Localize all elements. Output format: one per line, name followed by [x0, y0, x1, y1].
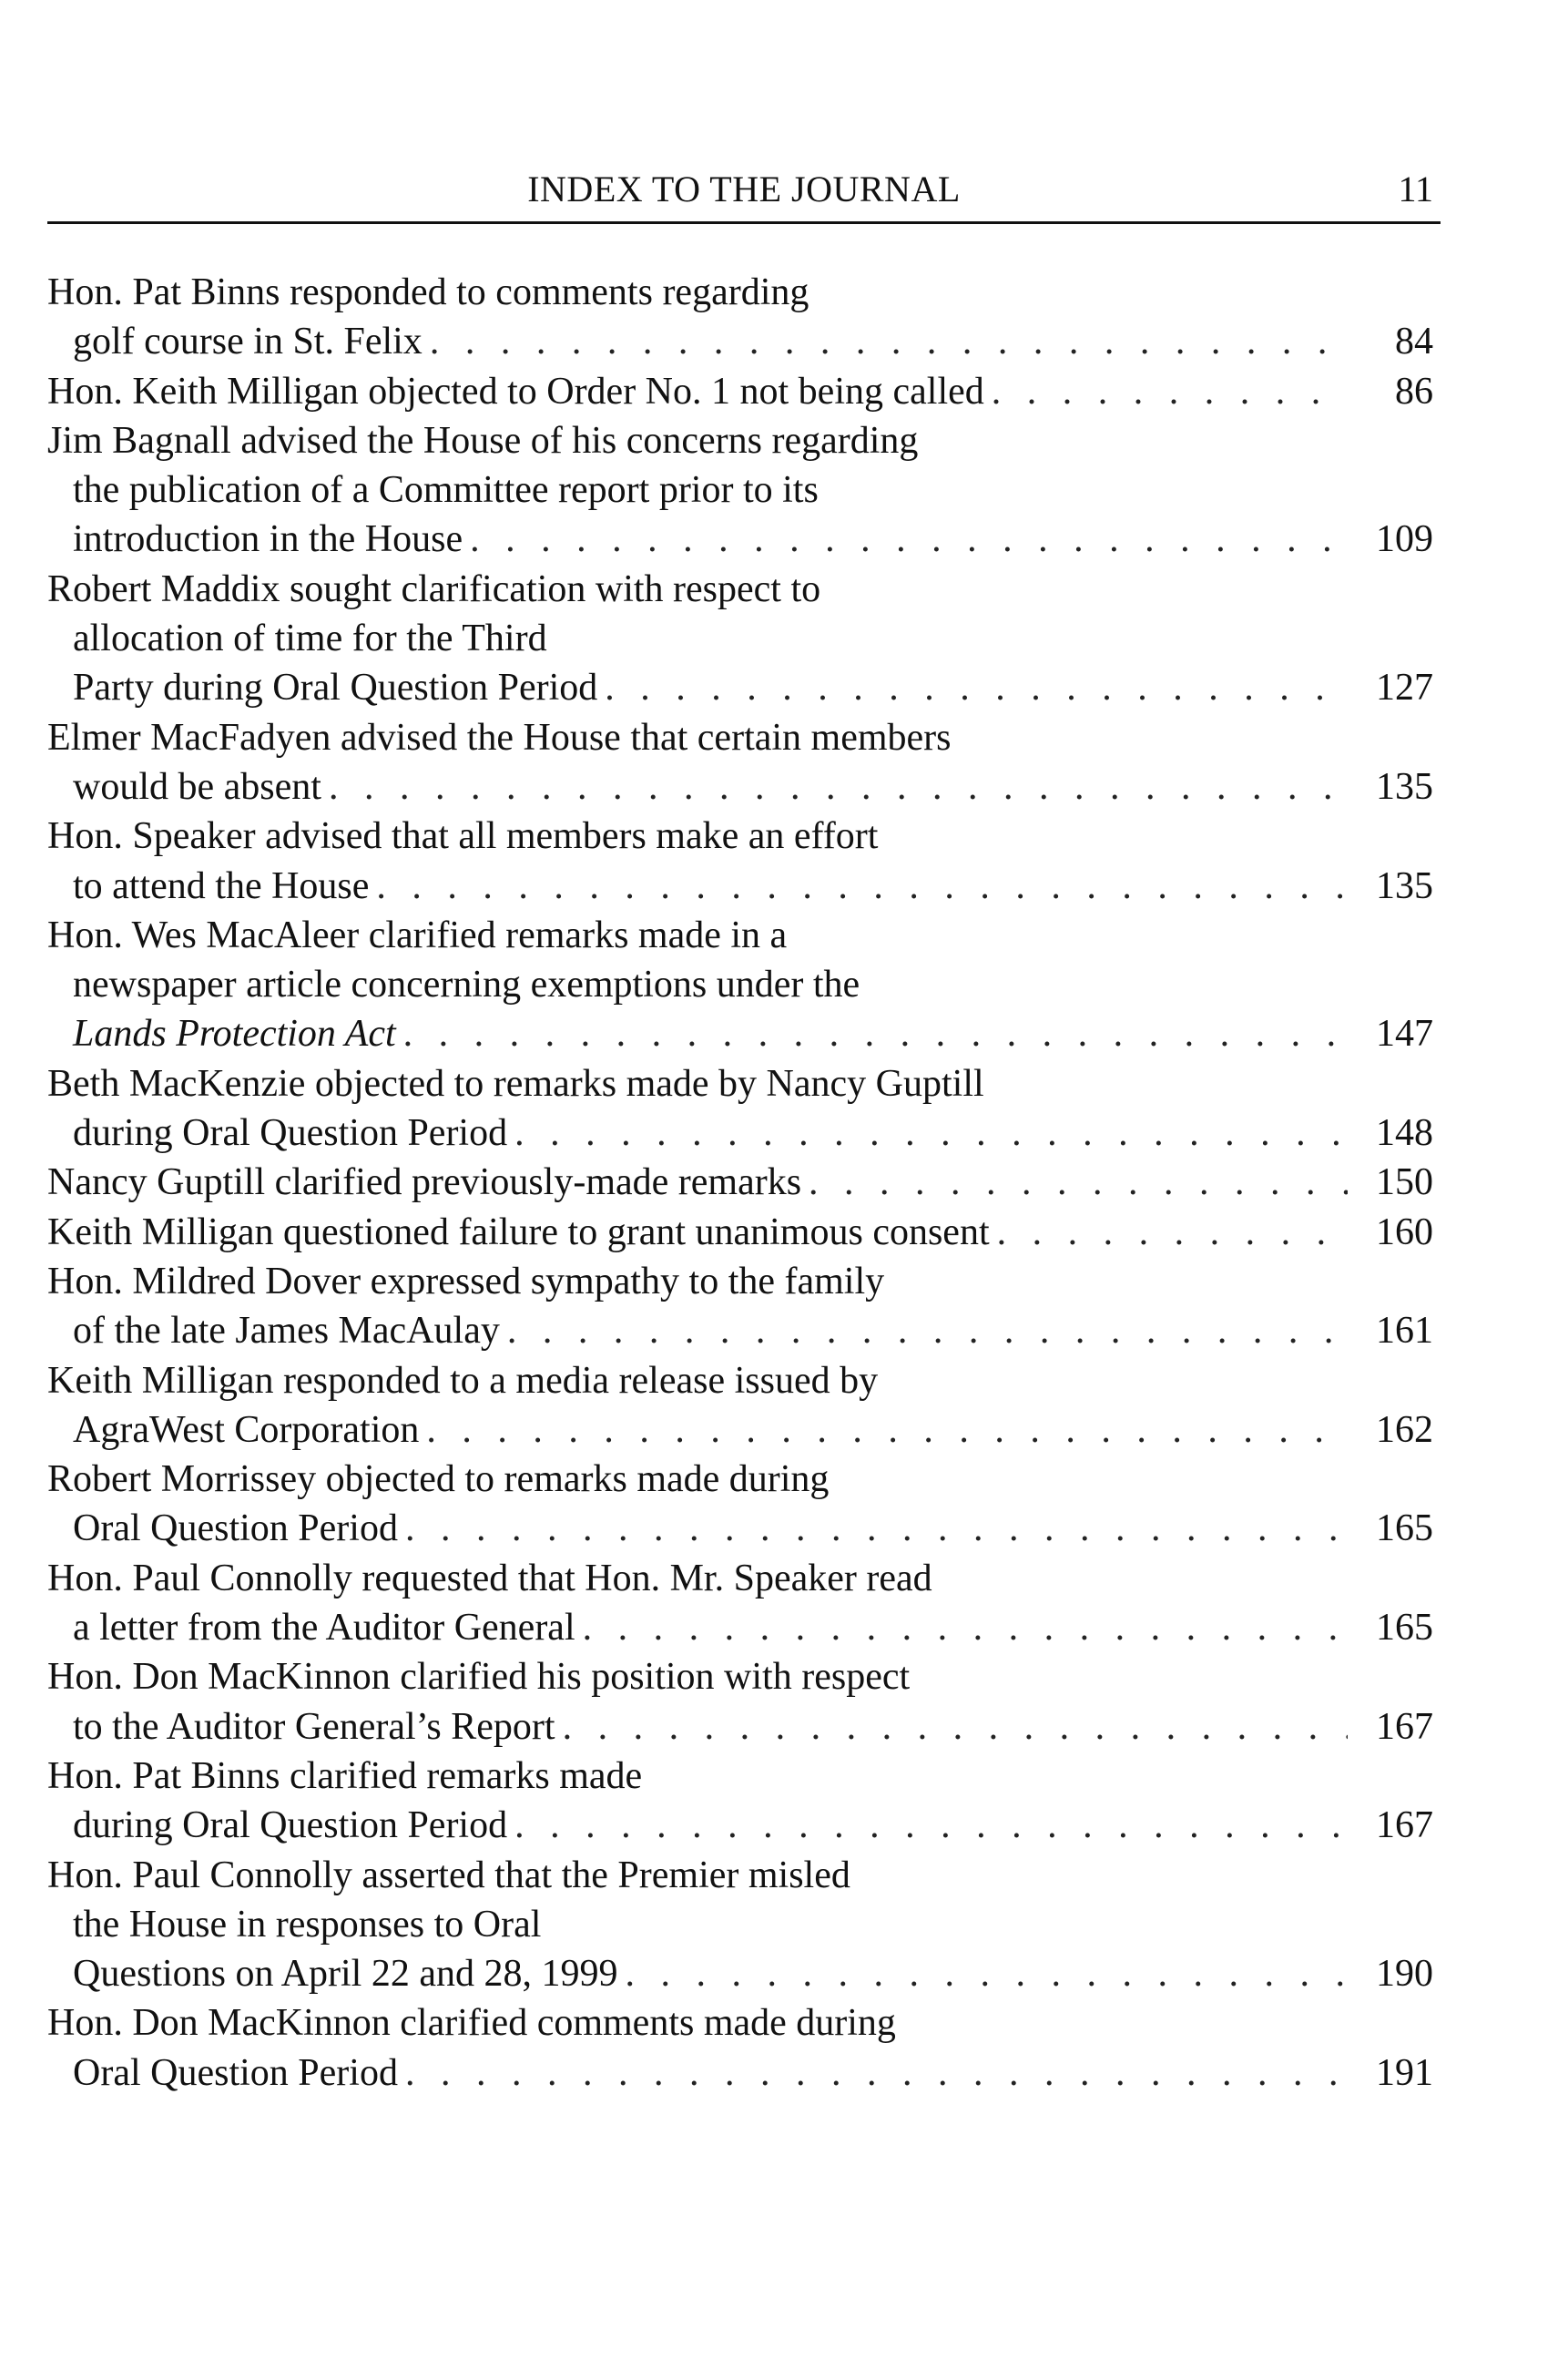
entry-final-text: Oral Question Period: [73, 1507, 398, 1550]
entry-text-line: the House in responses to Oral: [73, 1903, 542, 1946]
dot-leader: [376, 862, 1348, 911]
dot-leader: [514, 1801, 1348, 1850]
entry-final-text: Keith Milligan questioned failure to grant unanimous consent: [47, 1210, 990, 1253]
dot-leader: [470, 515, 1348, 564]
entry-final-text: to the Auditor General’s Report: [73, 1705, 555, 1748]
entry-page-number: 135: [1376, 864, 1433, 907]
entry-final-line: [47, 1702, 1441, 1752]
entry-final-text: introduction in the House: [73, 518, 463, 561]
entry-page-number: 84: [1395, 321, 1433, 363]
entry-page-number: 86: [1395, 370, 1433, 413]
dot-leader: [583, 1603, 1348, 1652]
entry-final-text: Party during Oral Question Period: [73, 667, 598, 710]
dot-leader: [997, 1208, 1348, 1257]
entry-page-number: 162: [1376, 1408, 1433, 1451]
entry-final-text: AgraWest Corporation: [73, 1408, 420, 1451]
dot-leader: [403, 1009, 1348, 1058]
entry-text-line: Hon. Pat Binns responded to comments regarding: [47, 271, 809, 313]
entry-final-line: [47, 1306, 1441, 1355]
entry-page-number: 191: [1376, 2051, 1433, 2094]
entry-final-text: Hon. Keith Milligan objected to Order No. 1 not being called: [47, 370, 984, 413]
index-entry: [47, 1208, 1441, 1257]
entry-text-line: Hon. Pat Binns clarified remarks made: [47, 1754, 643, 1797]
header-rule: [47, 221, 1441, 224]
entry-final-text: during Oral Question Period: [73, 1112, 508, 1155]
entry-page-number: 160: [1376, 1210, 1433, 1253]
page-title: INDEX TO THE JOURNAL: [527, 169, 961, 209]
entry-text-line: Hon. Paul Connolly requested that Hon. Mr. Speaker read: [47, 1557, 932, 1599]
index-entry: [47, 1851, 1441, 1999]
entry-page-number: 165: [1376, 1507, 1433, 1550]
page-number: 11: [1398, 169, 1433, 209]
entry-final-line: [47, 1009, 1441, 1058]
entry-page-number: 127: [1376, 667, 1433, 710]
entry-final-text: a letter from the Auditor General: [73, 1607, 575, 1650]
entry-final-line: [47, 1405, 1441, 1455]
entry-final-line: [47, 1208, 1441, 1257]
entry-text-line: Jim Bagnall advised the House of his concerns regarding: [47, 419, 919, 462]
index-entry: [47, 416, 1441, 565]
entry-text-line: Keith Milligan responded to a media release issued by: [47, 1359, 879, 1402]
entry-final-line: [47, 317, 1441, 366]
entry-final-text: golf course in St. Felix: [73, 321, 423, 363]
entry-final-line: [47, 515, 1441, 564]
dot-leader: [405, 1504, 1348, 1553]
index-entry: [47, 1752, 1441, 1851]
index-entries: [47, 268, 1441, 2098]
entry-text-line: Hon. Don MacKinnon clarified comments made during: [47, 2002, 896, 2045]
dot-leader: [405, 2048, 1348, 2098]
entry-page-number: 167: [1376, 1804, 1433, 1847]
index-entry: [47, 1554, 1441, 1653]
entry-text-line: Robert Maddix sought clarification with respect to: [47, 567, 821, 610]
entry-text-line: Robert Morrissey objected to remarks made during: [47, 1458, 830, 1501]
entry-final-text: to attend the House: [73, 864, 370, 907]
index-entry: [47, 1455, 1441, 1554]
entry-page-number: 190: [1376, 1953, 1433, 1996]
entry-final-line: [47, 663, 1441, 712]
dot-leader: [426, 1405, 1348, 1455]
dot-leader: [992, 367, 1348, 416]
entry-final-line: [47, 1949, 1441, 1998]
entry-page-number: 161: [1376, 1310, 1433, 1353]
index-entry: [47, 1356, 1441, 1456]
dot-leader: [329, 762, 1348, 812]
index-entry: [47, 1257, 1441, 1356]
entry-final-text: would be absent: [73, 765, 321, 808]
running-head: [47, 164, 1441, 215]
index-entry: [47, 565, 1441, 713]
index-entry: [47, 268, 1441, 367]
index-entry: [47, 1158, 1441, 1207]
entry-text-line: Hon. Wes MacAleer clarified remarks made in a: [47, 914, 788, 956]
entry-final-text: of the late James MacAulay: [73, 1310, 500, 1353]
index-entry: [47, 1059, 1441, 1159]
index-entry: [47, 713, 1441, 812]
entry-final-line: [47, 1603, 1441, 1652]
entry-text-line: newspaper article concerning exemptions under the: [73, 964, 860, 1006]
entry-final-text: Lands Protection Act: [73, 1013, 396, 1056]
dot-leader: [605, 663, 1348, 712]
entry-final-text: Questions on April 22 and 28, 1999: [73, 1953, 618, 1996]
entry-final-line: [47, 1158, 1441, 1207]
index-entry: [47, 367, 1441, 416]
entry-page-number: 147: [1376, 1013, 1433, 1056]
entry-text-line: Hon. Paul Connolly asserted that the Premier misled: [47, 1854, 850, 1896]
entry-page-number: 167: [1376, 1705, 1433, 1748]
entry-final-line: [47, 367, 1441, 416]
entry-page-number: 150: [1376, 1161, 1433, 1204]
entry-text-line: Hon. Don MacKinnon clarified his position with respect: [47, 1656, 911, 1699]
index-entry: [47, 1652, 1441, 1752]
dot-leader: [563, 1702, 1348, 1752]
dot-leader: [625, 1949, 1348, 1998]
dot-leader: [430, 317, 1348, 366]
entry-page-number: 165: [1376, 1607, 1433, 1650]
entry-text-line: Hon. Speaker advised that all members make an effort: [47, 815, 879, 858]
entry-final-line: [47, 762, 1441, 812]
entry-page-number: 148: [1376, 1112, 1433, 1155]
entry-final-line: [47, 1801, 1441, 1850]
entry-final-line: [47, 1108, 1441, 1158]
index-entry: [47, 1998, 1441, 2098]
entry-final-text: during Oral Question Period: [73, 1804, 508, 1847]
dot-leader: [514, 1108, 1348, 1158]
entry-final-line: [47, 2048, 1441, 2098]
entry-text-line: Elmer MacFadyen advised the House that certain members: [47, 716, 952, 759]
entry-page-number: 135: [1376, 765, 1433, 808]
dot-leader: [809, 1158, 1348, 1207]
dot-leader: [507, 1306, 1348, 1355]
entry-final-line: [47, 862, 1441, 911]
entry-text-line: Beth MacKenzie objected to remarks made by Nancy Guptill: [47, 1062, 984, 1105]
entry-final-line: [47, 1504, 1441, 1553]
entry-text-line: allocation of time for the Third: [73, 618, 547, 660]
entry-final-text: Nancy Guptill clarified previously-made remarks: [47, 1161, 802, 1204]
index-entry: [47, 812, 1441, 911]
index-entry: [47, 911, 1441, 1059]
entry-text-line: Hon. Mildred Dover expressed sympathy to the family: [47, 1260, 885, 1302]
entry-final-text: Oral Question Period: [73, 2051, 398, 2094]
entry-page-number: 109: [1376, 518, 1433, 561]
entry-text-line: the publication of a Committee report prior to its: [73, 469, 819, 512]
